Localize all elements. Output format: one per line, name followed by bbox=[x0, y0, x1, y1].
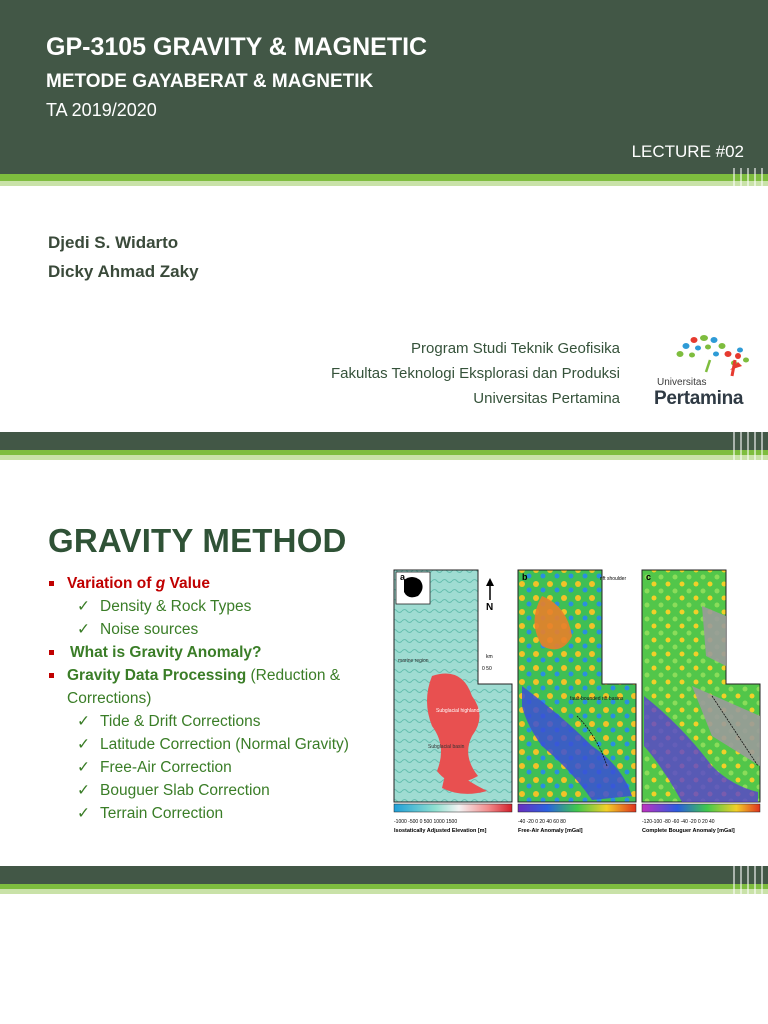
bottom-band-stripe-pale bbox=[0, 889, 768, 894]
map-panel-a bbox=[394, 570, 512, 812]
caption-b: Free-Air Anomaly [mGal] bbox=[518, 828, 583, 834]
north-label: N bbox=[486, 602, 494, 613]
institution-line: Universitas Pertamina bbox=[473, 390, 620, 407]
map-label-fault: fault-bounded rift basins bbox=[570, 696, 624, 702]
checkmark-icon: ✓ bbox=[77, 621, 90, 638]
slide-divider-band bbox=[0, 432, 768, 450]
bullet-list bbox=[48, 572, 393, 825]
logo-name: Pertamina bbox=[654, 388, 744, 409]
bullet-processing-cont: Corrections) bbox=[67, 690, 152, 707]
map-label-marine: marine region bbox=[398, 658, 429, 664]
caption-a: Isostatically Adjusted Elevation [m] bbox=[394, 828, 487, 834]
divider-hatch-decoration bbox=[728, 432, 768, 460]
slide-divider-stripe-pale bbox=[0, 455, 768, 460]
subbullet-latitude: ✓ Latitude Correction (Normal Gravity) bbox=[48, 733, 393, 756]
checkmark-icon: ✓ bbox=[77, 759, 90, 776]
title-band-stripe bbox=[0, 174, 768, 181]
map-panel-c bbox=[642, 570, 760, 812]
panel-label-c: c bbox=[646, 572, 652, 582]
bottom-band bbox=[0, 866, 768, 884]
author-name: Djedi S. Widarto bbox=[48, 233, 179, 252]
scale-km-label: km bbox=[486, 654, 493, 660]
institution-line: Fakultas Teknologi Eksplorasi dan Produksi bbox=[330, 365, 620, 382]
lecture-number: LECTURE #02 bbox=[631, 142, 744, 161]
subbullet-terrain: ✓ Terrain Correction bbox=[48, 802, 393, 825]
scale-km-ticks: 0 50 bbox=[482, 666, 492, 672]
scale-c-ticks: -120-100 -80 -60 -40 -20 0 20 40 bbox=[642, 819, 715, 825]
subbullet-tide: ✓ Tide & Drift Corrections bbox=[48, 710, 393, 733]
author-name: Dicky Ahmad Zaky bbox=[48, 262, 199, 281]
checkmark-icon: ✓ bbox=[77, 782, 90, 799]
institution-line: Program Studi Teknik Geofisika bbox=[411, 340, 620, 357]
scale-b-ticks: -40 -20 0 20 40 60 80 bbox=[518, 819, 566, 825]
bullet-square-icon bbox=[49, 650, 54, 655]
checkmark-icon: ✓ bbox=[77, 736, 90, 753]
map-label-basin: Subglacial basin bbox=[428, 744, 465, 750]
subbullet-noise: ✓ Noise sources bbox=[48, 618, 393, 641]
subbullet-bouguer: ✓ Bouguer Slab Correction bbox=[48, 779, 393, 802]
logo-small-text: Universitas bbox=[657, 377, 707, 388]
bullet-variation: Variation of g Value bbox=[48, 572, 393, 595]
bullet-processing: Gravity Data Processing (Reduction & bbox=[48, 664, 393, 687]
bottom-hatch-decoration bbox=[728, 866, 768, 906]
slide-heading: GRAVITY METHOD bbox=[48, 522, 347, 559]
checkmark-icon: ✓ bbox=[77, 713, 90, 730]
band-hatch-decoration bbox=[728, 168, 768, 188]
gravity-maps-figure bbox=[392, 566, 764, 842]
course-title: GP-3105 GRAVITY & MAGNETIC bbox=[46, 33, 428, 61]
bullet-square-icon bbox=[49, 673, 54, 678]
subbullet-freeair: ✓ Free-Air Correction bbox=[48, 756, 393, 779]
academic-year: TA 2019/2020 bbox=[46, 100, 157, 120]
map-label-shoulder: rift shoulder bbox=[600, 576, 627, 582]
bullet-anomaly: What is Gravity Anomaly? bbox=[48, 641, 393, 664]
panel-label-a: a bbox=[400, 572, 406, 582]
scale-a-ticks: -1000 -500 0 500 1000 1500 bbox=[394, 819, 458, 825]
map-label-highland: Subglacial highland bbox=[436, 708, 480, 714]
subbullet-density: ✓ Density & Rock Types bbox=[48, 595, 393, 618]
bullet-square-icon bbox=[49, 581, 54, 586]
caption-c: Complete Bouguer Anomaly [mGal] bbox=[642, 828, 735, 834]
panel-label-b: b bbox=[522, 572, 528, 582]
checkmark-icon: ✓ bbox=[77, 805, 90, 822]
course-subtitle: METODE GAYABERAT & MAGNETIK bbox=[46, 71, 374, 92]
map-panel-b bbox=[518, 570, 636, 812]
checkmark-icon: ✓ bbox=[77, 598, 90, 615]
title-band-stripe-pale bbox=[0, 181, 768, 186]
